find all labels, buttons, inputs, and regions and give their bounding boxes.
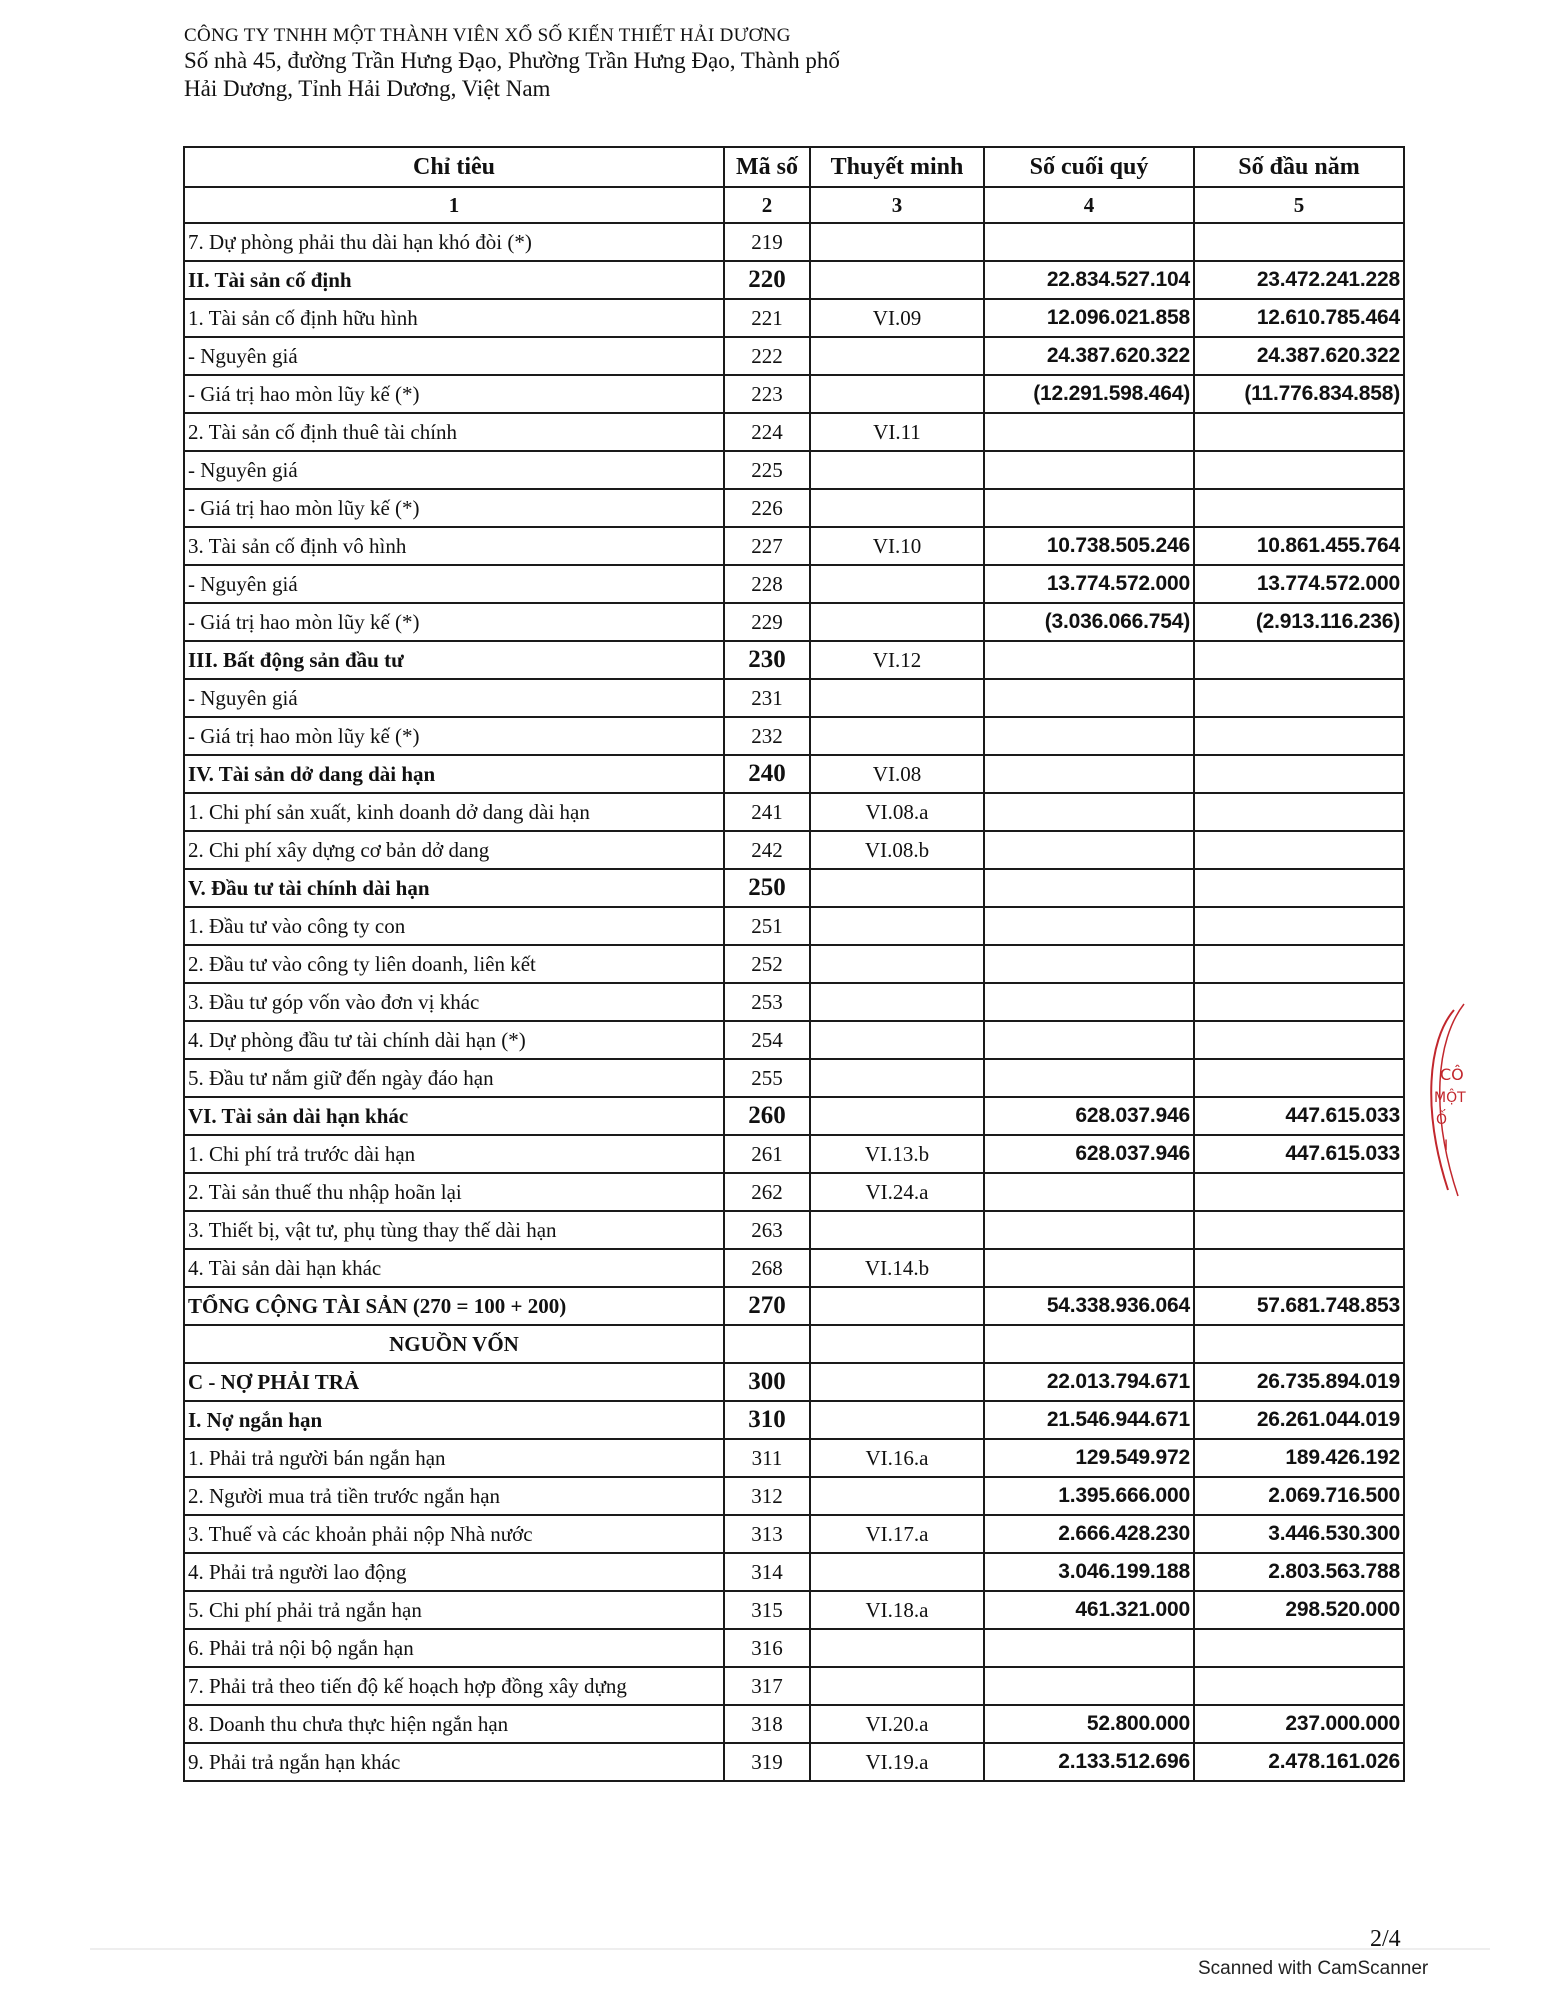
row-end-of-quarter [984,223,1194,261]
row-code: 300 [724,1363,810,1401]
row-label: 2. Người mua trả tiền trước ngắn hạn [184,1477,724,1515]
row-beginning-of-year [1194,1059,1404,1097]
row-label: 2. Tài sản cố định thuê tài chính [184,413,724,451]
row-note [810,983,984,1021]
row-beginning-of-year [1194,641,1404,679]
row-note [810,679,984,717]
row-code: 268 [724,1249,810,1287]
row-end-of-quarter [984,755,1194,793]
row-note [810,1629,984,1667]
row-end-of-quarter: 10.738.505.246 [984,527,1194,565]
row-code: 240 [724,755,810,793]
seal-text: Ố [1436,1112,1448,1128]
row-end-of-quarter [984,641,1194,679]
row-note [810,1097,984,1135]
row-note: VI.14.b [810,1249,984,1287]
table-row [184,375,1404,413]
row-code: 310 [724,1401,810,1439]
row-end-of-quarter: (3.036.066.754) [984,603,1194,641]
row-end-of-quarter [984,869,1194,907]
row-code: 220 [724,261,810,299]
row-beginning-of-year: 2.478.161.026 [1194,1743,1404,1781]
row-code: 270 [724,1287,810,1325]
row-code: 227 [724,527,810,565]
table-row [184,299,1404,337]
row-beginning-of-year [1194,1667,1404,1705]
table-row [184,1059,1404,1097]
row-end-of-quarter [984,451,1194,489]
row-note [810,261,984,299]
row-label: 3. Tài sản cố định vô hình [184,527,724,565]
table-row [184,451,1404,489]
row-code: 253 [724,983,810,1021]
scan-divider [90,1948,1490,1950]
row-label: 9. Phải trả ngắn hạn khác [184,1743,724,1781]
row-beginning-of-year [1194,717,1404,755]
row-code: 221 [724,299,810,337]
table-row [184,1401,1404,1439]
table-header-row [184,147,1404,187]
company-name: CÔNG TY TNHH MỘT THÀNH VIÊN XỔ SỐ KIẾN THIẾT HẢI DƯƠNG [184,25,791,46]
row-beginning-of-year [1194,451,1404,489]
table-row [184,337,1404,375]
table-row [184,1097,1404,1135]
row-label: - Nguyên giá [184,451,724,489]
row-note [810,337,984,375]
row-end-of-quarter [984,1211,1194,1249]
row-beginning-of-year: 189.426.192 [1194,1439,1404,1477]
header-code: Mã số [724,147,810,187]
row-note: VI.09 [810,299,984,337]
row-note: VI.20.a [810,1705,984,1743]
row-code: 251 [724,907,810,945]
table-row [184,1439,1404,1477]
row-note [810,1363,984,1401]
row-code: 224 [724,413,810,451]
table-row [184,945,1404,983]
row-end-of-quarter [984,1629,1194,1667]
company-seal-fragment [1408,1000,1468,1200]
row-label: III. Bất động sản đầu tư [184,641,724,679]
row-code: 225 [724,451,810,489]
row-end-of-quarter [984,489,1194,527]
table-row [184,983,1404,1021]
row-end-of-quarter [984,983,1194,1021]
row-beginning-of-year [1194,907,1404,945]
row-code: 317 [724,1667,810,1705]
row-note: VI.17.a [810,1515,984,1553]
row-end-of-quarter [984,1173,1194,1211]
column-number-row [184,187,1404,223]
row-label: 4. Dự phòng đầu tư tài chính dài hạn (*) [184,1021,724,1059]
row-note [810,603,984,641]
row-label: VI. Tài sản dài hạn khác [184,1097,724,1135]
table-row [184,1249,1404,1287]
row-label: 2. Chi phí xây dựng cơ bản dở dang [184,831,724,869]
row-end-of-quarter: 628.037.946 [984,1097,1194,1135]
table-row [184,1705,1404,1743]
row-label: - Giá trị hao mòn lũy kế (*) [184,603,724,641]
row-note [810,1667,984,1705]
row-beginning-of-year: 237.000.000 [1194,1705,1404,1743]
row-label: 4. Phải trả người lao động [184,1553,724,1591]
row-end-of-quarter [984,717,1194,755]
table-row [184,527,1404,565]
row-label: 5. Đầu tư nắm giữ đến ngày đáo hạn [184,1059,724,1097]
row-code: 250 [724,869,810,907]
row-end-of-quarter: (12.291.598.464) [984,375,1194,413]
row-beginning-of-year: (2.913.116.236) [1194,603,1404,641]
table-row [184,1173,1404,1211]
row-code: 231 [724,679,810,717]
table-row [184,603,1404,641]
row-label: - Nguyên giá [184,337,724,375]
row-note [810,717,984,755]
row-label: I. Nợ ngắn hạn [184,1401,724,1439]
row-label: 7. Dự phòng phải thu dài hạn khó đòi (*) [184,223,724,261]
row-beginning-of-year [1194,679,1404,717]
row-label: 2. Đầu tư vào công ty liên doanh, liên kết [184,945,724,983]
row-note [810,1287,984,1325]
row-label: 1. Chi phí sản xuất, kinh doanh dở dang dài hạn [184,793,724,831]
row-beginning-of-year [1194,1211,1404,1249]
row-beginning-of-year [1194,1021,1404,1059]
row-label: - Giá trị hao mòn lũy kế (*) [184,717,724,755]
balance-sheet-table [183,146,1405,1782]
row-beginning-of-year [1194,1173,1404,1211]
row-code: 230 [724,641,810,679]
row-label: 8. Doanh thu chưa thực hiện ngắn hạn [184,1705,724,1743]
table-row [184,565,1404,603]
row-beginning-of-year: 12.610.785.464 [1194,299,1404,337]
header-note: Thuyết minh [810,147,984,187]
row-beginning-of-year: 3.446.530.300 [1194,1515,1404,1553]
row-code: 219 [724,223,810,261]
row-code: 255 [724,1059,810,1097]
row-note [810,223,984,261]
table-row [184,413,1404,451]
row-note [810,565,984,603]
header-indicator: Chỉ tiêu [184,147,724,187]
row-beginning-of-year [1194,1325,1404,1363]
row-end-of-quarter [984,945,1194,983]
row-code: 254 [724,1021,810,1059]
row-note [810,1553,984,1591]
row-code: 252 [724,945,810,983]
row-label: TỔNG CỘNG TÀI SẢN (270 = 100 + 200) [184,1287,724,1325]
seal-text: I [1444,1138,1449,1154]
column-number: 1 [184,187,724,223]
row-note [810,1211,984,1249]
row-code: 319 [724,1743,810,1781]
row-end-of-quarter: 22.013.794.671 [984,1363,1194,1401]
row-label: 4. Tài sản dài hạn khác [184,1249,724,1287]
row-code: 261 [724,1135,810,1173]
row-code: 226 [724,489,810,527]
table-row [184,1325,1404,1363]
seal-text: CÔ [1440,1065,1464,1084]
header-beginning-of-year: Số đầu năm [1194,147,1404,187]
row-note: VI.13.b [810,1135,984,1173]
row-code: 222 [724,337,810,375]
column-number: 5 [1194,187,1404,223]
table-row [184,1211,1404,1249]
row-code: 318 [724,1705,810,1743]
row-beginning-of-year: 2.069.716.500 [1194,1477,1404,1515]
row-note [810,1477,984,1515]
row-beginning-of-year: 447.615.033 [1194,1097,1404,1135]
row-note [810,451,984,489]
table-row [184,1363,1404,1401]
row-end-of-quarter: 3.046.199.188 [984,1553,1194,1591]
row-code: 316 [724,1629,810,1667]
row-label: V. Đầu tư tài chính dài hạn [184,869,724,907]
row-label: 1. Phải trả người bán ngắn hạn [184,1439,724,1477]
row-label: 1. Đầu tư vào công ty con [184,907,724,945]
table-body [184,223,1404,1781]
row-beginning-of-year [1194,1249,1404,1287]
row-beginning-of-year [1194,831,1404,869]
row-note [810,489,984,527]
row-end-of-quarter: 628.037.946 [984,1135,1194,1173]
row-label: 7. Phải trả theo tiến độ kế hoạch hợp đồng xây dựng [184,1667,724,1705]
row-beginning-of-year: 26.735.894.019 [1194,1363,1404,1401]
row-label: - Giá trị hao mòn lũy kế (*) [184,375,724,413]
row-end-of-quarter: 129.549.972 [984,1439,1194,1477]
row-end-of-quarter: 21.546.944.671 [984,1401,1194,1439]
row-label: IV. Tài sản dở dang dài hạn [184,755,724,793]
row-beginning-of-year: 24.387.620.322 [1194,337,1404,375]
table-row [184,1629,1404,1667]
row-code: 315 [724,1591,810,1629]
row-note: VI.11 [810,413,984,451]
row-label: C - NỢ PHẢI TRẢ [184,1363,724,1401]
row-beginning-of-year [1194,1629,1404,1667]
row-label: NGUỒN VỐN [184,1325,724,1363]
row-beginning-of-year [1194,869,1404,907]
row-end-of-quarter: 2.133.512.696 [984,1743,1194,1781]
header-end-of-quarter: Số cuối quý [984,147,1194,187]
row-label: 5. Chi phí phải trả ngắn hạn [184,1591,724,1629]
row-note [810,907,984,945]
row-label: - Nguyên giá [184,565,724,603]
row-end-of-quarter: 1.395.666.000 [984,1477,1194,1515]
row-note: VI.16.a [810,1439,984,1477]
table-row [184,489,1404,527]
row-label: 3. Thuế và các khoản phải nộp Nhà nước [184,1515,724,1553]
row-beginning-of-year: 57.681.748.853 [1194,1287,1404,1325]
table-row [184,1553,1404,1591]
table-row [184,1287,1404,1325]
row-beginning-of-year [1194,755,1404,793]
row-note [810,945,984,983]
row-beginning-of-year: 2.803.563.788 [1194,1553,1404,1591]
row-end-of-quarter [984,1249,1194,1287]
table-row [184,1135,1404,1173]
row-end-of-quarter: 2.666.428.230 [984,1515,1194,1553]
row-beginning-of-year: 10.861.455.764 [1194,527,1404,565]
row-end-of-quarter: 24.387.620.322 [984,337,1194,375]
row-code: 312 [724,1477,810,1515]
document-header [184,24,840,103]
row-beginning-of-year [1194,945,1404,983]
row-beginning-of-year: 26.261.044.019 [1194,1401,1404,1439]
column-number: 3 [810,187,984,223]
row-label: - Giá trị hao mòn lũy kế (*) [184,489,724,527]
row-beginning-of-year: (11.776.834.858) [1194,375,1404,413]
row-note: VI.12 [810,641,984,679]
row-code: 263 [724,1211,810,1249]
company-address-line1: Số nhà 45, đường Trần Hưng Đạo, Phường Trần Hưng Đạo, Thành phố [184,48,840,74]
row-code: 228 [724,565,810,603]
table-row [184,679,1404,717]
row-note [810,869,984,907]
row-end-of-quarter: 461.321.000 [984,1591,1194,1629]
row-code: 229 [724,603,810,641]
row-end-of-quarter: 22.834.527.104 [984,261,1194,299]
row-end-of-quarter: 12.096.021.858 [984,299,1194,337]
row-note: VI.08.b [810,831,984,869]
table-row [184,1021,1404,1059]
row-note [810,1059,984,1097]
row-beginning-of-year: 447.615.033 [1194,1135,1404,1173]
row-note [810,375,984,413]
row-code: 314 [724,1553,810,1591]
table-row [184,907,1404,945]
row-note: VI.10 [810,527,984,565]
table-row [184,755,1404,793]
row-end-of-quarter: 54.338.936.064 [984,1287,1194,1325]
row-end-of-quarter [984,413,1194,451]
row-end-of-quarter [984,1667,1194,1705]
row-label: - Nguyên giá [184,679,724,717]
table-row [184,1591,1404,1629]
row-end-of-quarter [984,793,1194,831]
row-label: 3. Thiết bị, vật tư, phụ tùng thay thế dài hạn [184,1211,724,1249]
row-end-of-quarter [984,1325,1194,1363]
row-code: 260 [724,1097,810,1135]
row-code: 223 [724,375,810,413]
table-row [184,869,1404,907]
row-end-of-quarter: 52.800.000 [984,1705,1194,1743]
row-beginning-of-year: 13.774.572.000 [1194,565,1404,603]
row-note [810,1401,984,1439]
row-code: 313 [724,1515,810,1553]
row-code [724,1325,810,1363]
row-end-of-quarter [984,831,1194,869]
column-number: 4 [984,187,1194,223]
row-note: VI.08 [810,755,984,793]
row-code: 311 [724,1439,810,1477]
table-row [184,1477,1404,1515]
row-label: 6. Phải trả nội bộ ngắn hạn [184,1629,724,1667]
row-note: VI.24.a [810,1173,984,1211]
row-label: 2. Tài sản thuế thu nhập hoãn lại [184,1173,724,1211]
page-number: 2/4 [1370,1926,1401,1952]
row-note [810,1021,984,1059]
row-code: 242 [724,831,810,869]
row-beginning-of-year [1194,223,1404,261]
row-end-of-quarter [984,679,1194,717]
row-label: 1. Chi phí trả trước dài hạn [184,1135,724,1173]
column-number: 2 [724,187,810,223]
row-code: 232 [724,717,810,755]
row-beginning-of-year [1194,983,1404,1021]
row-beginning-of-year: 298.520.000 [1194,1591,1404,1629]
row-label: II. Tài sản cố định [184,261,724,299]
row-beginning-of-year [1194,413,1404,451]
row-note: VI.08.a [810,793,984,831]
table-row [184,641,1404,679]
seal-text: MỘT [1434,1090,1466,1106]
row-end-of-quarter [984,907,1194,945]
row-beginning-of-year: 23.472.241.228 [1194,261,1404,299]
row-label: 3. Đầu tư góp vốn vào đơn vị khác [184,983,724,1021]
row-label: 1. Tài sản cố định hữu hình [184,299,724,337]
row-code: 241 [724,793,810,831]
row-end-of-quarter [984,1059,1194,1097]
row-end-of-quarter [984,1021,1194,1059]
table-row [184,261,1404,299]
table-row [184,717,1404,755]
row-beginning-of-year [1194,793,1404,831]
table-row [184,831,1404,869]
row-note: VI.19.a [810,1743,984,1781]
table-row [184,223,1404,261]
row-end-of-quarter: 13.774.572.000 [984,565,1194,603]
table-row [184,1515,1404,1553]
row-beginning-of-year [1194,489,1404,527]
company-address-line2: Hải Dương, Tỉnh Hải Dương, Việt Nam [184,76,551,102]
table-row [184,793,1404,831]
scanner-watermark: Scanned with CamScanner [1198,1958,1429,1979]
table-row [184,1743,1404,1781]
table-row [184,1667,1404,1705]
row-note: VI.18.a [810,1591,984,1629]
row-note [810,1325,984,1363]
row-code: 262 [724,1173,810,1211]
